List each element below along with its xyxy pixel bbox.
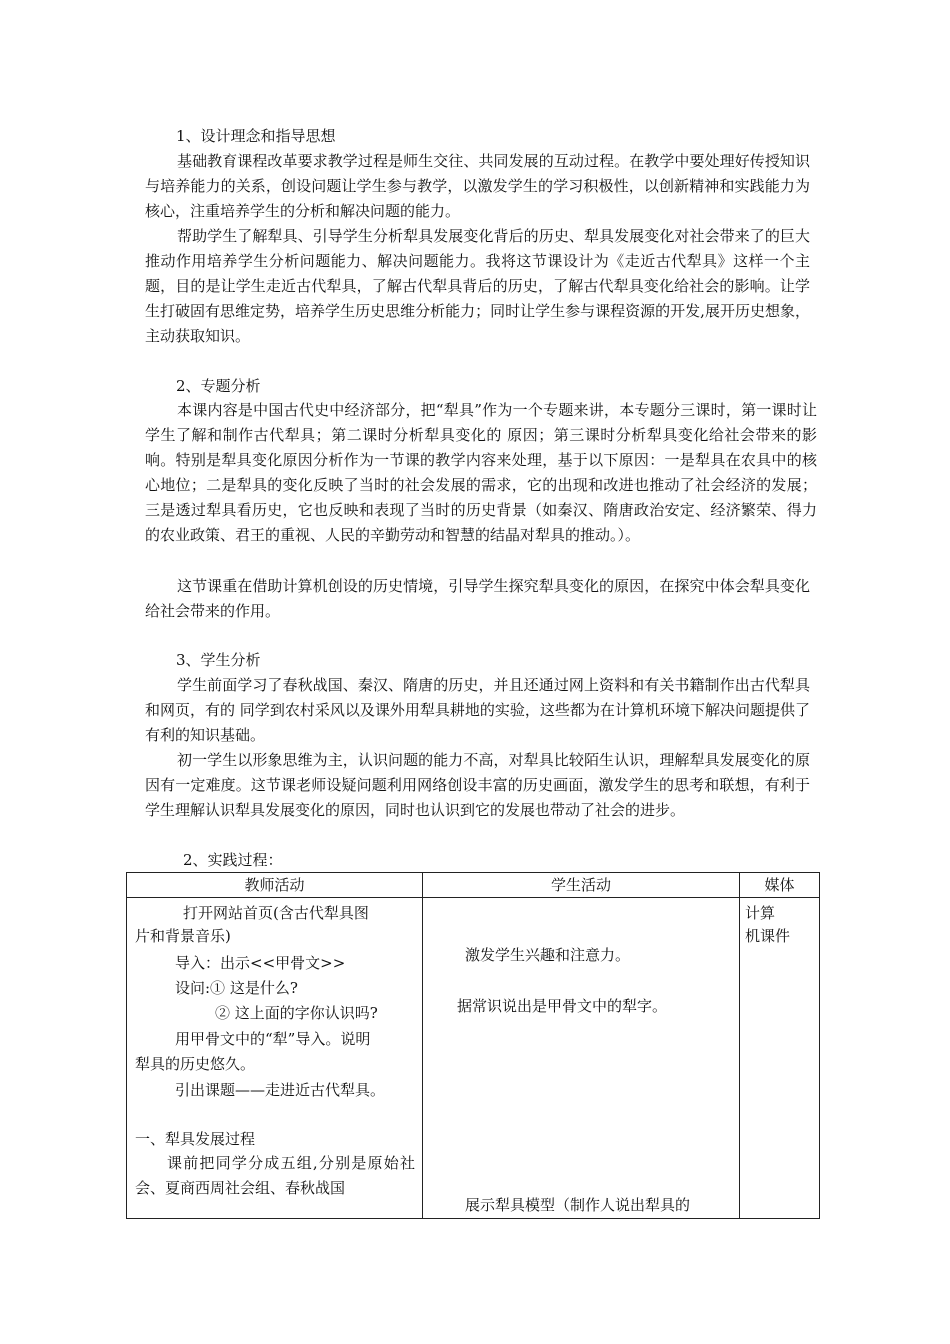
section-heading-topic-analysis: 2、专题分析: [176, 377, 261, 395]
header-teacher-activity: 教师活动: [127, 873, 423, 898]
table-row: [127, 898, 820, 1219]
section-heading-design-concept: 1、设计理念和指导思想: [176, 127, 336, 145]
teacher-line: 课前把同学分成五组,分别是原始社会、夏商西周社会组、春秋战国: [135, 1154, 415, 1197]
header-media: 媒体: [740, 873, 820, 898]
media-line: 机课件: [745, 927, 791, 945]
media-cell: [740, 898, 820, 1219]
paragraph-student-1: 学生前面学习了春秋战国、秦汉、隋唐的历史，并且还通过网上资料和有关书籍制作出古代犁具和网页，有的 同学到农村采风以及课外用犁具耕地的实验，这些都为在计算机环境下解决问题提供了有利的知识基础。: [145, 676, 810, 744]
table-header-row: [127, 873, 820, 898]
section-heading-student-analysis: 3、学生分析: [176, 651, 261, 669]
paragraph-student-2: 初一学生以形象思维为主，认识问题的能力不高，对犁具比较陌生认识，理解犁具发展变化的原因有一定难度。这节课老师设疑问题利用网络创设丰富的历史画面，激发学生的思考和联想，有利于学生理解认识犁具发展变化的原因，同时也认识到它的发展也带动了社会的进步。: [145, 751, 810, 819]
teacher-activity-cell: [127, 898, 423, 1219]
section-heading-practice: 2、实践过程：: [183, 851, 283, 869]
teacher-line: 用甲骨文中的“犁”导入。说明: [175, 1030, 371, 1048]
teacher-line: 设问:① 这是什么?: [175, 979, 298, 997]
paragraph-topic-2: 这节课重在借助计算机创设的历史情境，引导学生探究犁具变化的原因，在探究中体会犁具变化给社会带来的作用。: [145, 577, 810, 620]
teacher-line: 导入：出示<<甲骨文>>: [175, 954, 346, 972]
header-student-activity: 学生活动: [423, 873, 740, 898]
student-line: 展示犁具模型（制作人说出犁具的: [465, 1196, 691, 1214]
media-line: 计算: [745, 904, 776, 922]
paragraph-design-2: 帮助学生了解犁具、引导学生分析犁具发展变化背后的历史、犁具发展变化对社会带来了的巨大推动作用培养学生分析问题能力、解决问题能力。我将这节课设计为《走近古代犁具》这样一个主题，目的是让学生走近古代犁具，了解古代犁具背后的历史，了解古代犁具变化给社会的影响。让学生打破固有思维定势，培养学生历史思维分析能力；同时让学生参与课程资源的开发,展开历史想象，主动获取知识。: [145, 227, 810, 345]
student-line: 据常识说出是甲骨文中的犁字。: [457, 997, 668, 1015]
teacher-line: 犁具的历史悠久。: [135, 1055, 256, 1073]
teacher-line: 片和背景音乐): [135, 927, 231, 945]
lesson-table: [126, 872, 820, 1219]
teacher-line: 引出课题——走进近古代犁具。: [175, 1081, 386, 1099]
teacher-line: ② 这上面的字你认识吗?: [215, 1004, 378, 1022]
paragraph-topic-1: 本课内容是中国古代史中经济部分，把“犁具”作为一个专题来讲，本专题分三课时，第一课时让学生了解和制作古代犁具；第二课时分析犁具变化的 原因；第三课时分析犁具变化给社会带来的影响。特别是犁具变化原因分析作为一节课的教学内容来处理，基于以下原因：一是犁具在农具中的核心地位；二是犁具的变化反映了当时的社会发展的需求，它的出现和改进也推动了社会经济的发展；三是透过犁具看历史，它也反映和表现了当时的历史背景（如秦汉、隋唐政治安定、经济繁荣、得力的农业政策、君王的重视、人民的辛勤劳动和智慧的结晶对犁具的推动。）。: [145, 401, 817, 544]
teacher-line: 打开网站首页(含古代犁具图: [183, 904, 369, 922]
student-activity-cell: [423, 898, 740, 1219]
teacher-line: 一、犁具发展过程: [135, 1130, 256, 1148]
paragraph-design-1: 基础教育课程改革要求教学过程是师生交往、共同发展的互动过程。在教学中要处理好传授知识与培养能力的关系，创设问题让学生参与教学，以激发学生的学习积极性，以创新精神和实践能力为核心，注重培养学生的分析和解决问题的能力。: [145, 152, 810, 220]
student-line: 激发学生兴趣和注意力。: [465, 946, 631, 964]
